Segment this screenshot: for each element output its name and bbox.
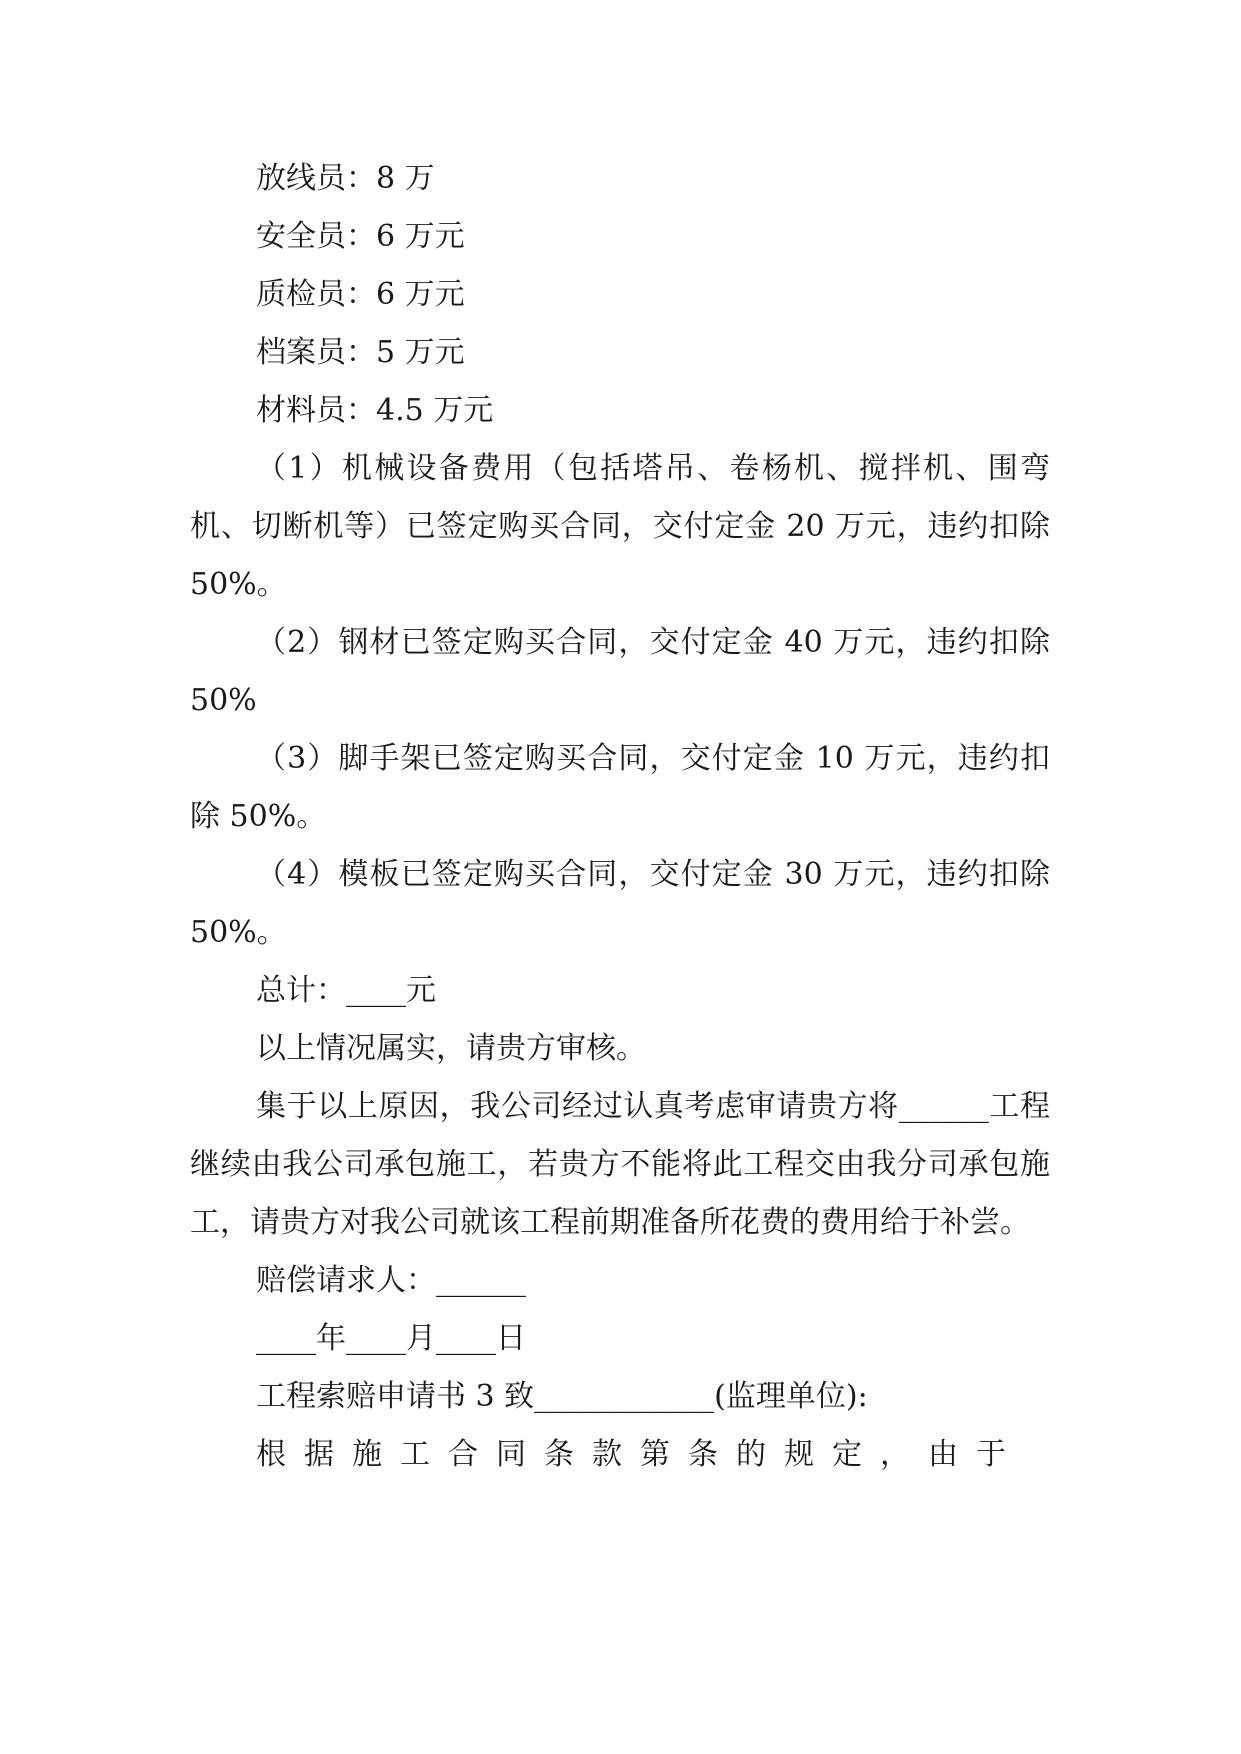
line-quality-inspector: 质检员：6 万元 (256, 277, 465, 312)
date-line: ____年____月____日 (256, 1321, 526, 1356)
request-paragraph: 集于以上原因，我公司经过认真考虑审请贵方将______工程继续由我公司承包施工，若贵方不能将此工程交由我分司承包施工，请贵方对我公司就该工程前期准备所花费的费用给于补尝。 (190, 1089, 1050, 1240)
line-archivist: 档案员：5 万元 (256, 335, 465, 370)
line-surveyor: 放线员：8 万 (256, 161, 435, 196)
document-body (190, 150, 1060, 1484)
paragraph-formwork: （4）模板已签定购买合同，交付定金 30 万元，违约扣除 50%。 (190, 857, 1060, 950)
line-materials-officer: 材料员：4.5 万元 (256, 393, 494, 428)
paragraph-equipment: （1）机械设备费用（包括塔吊、卷杨机、搅拌机、围弯机、切断机等）已签定购买合同，交付定金 20 万元，违约扣除 50%。 (190, 451, 1060, 602)
claimant-line: 赔偿请求人：______ (256, 1263, 526, 1298)
total-line: 总计：____元 (256, 973, 436, 1008)
next-document-title: 工程索赔申请书 3 致____________(监理单位): (256, 1379, 868, 1414)
paragraph-scaffolding: （3）脚手架已签定购买合同，交付定金 10 万元，违约扣除 50%。 (190, 741, 1050, 834)
next-document-start: 根据施工合同条款第条的规定，由于 (256, 1437, 1024, 1472)
line-safety-officer: 安全员：6 万元 (256, 219, 465, 254)
paragraph-steel: （2）钢材已签定购买合同，交付定金 40 万元，违约扣除 50% (190, 625, 1060, 718)
confirmation-line: 以上情况属实，请贵方审核。 (256, 1031, 646, 1066)
